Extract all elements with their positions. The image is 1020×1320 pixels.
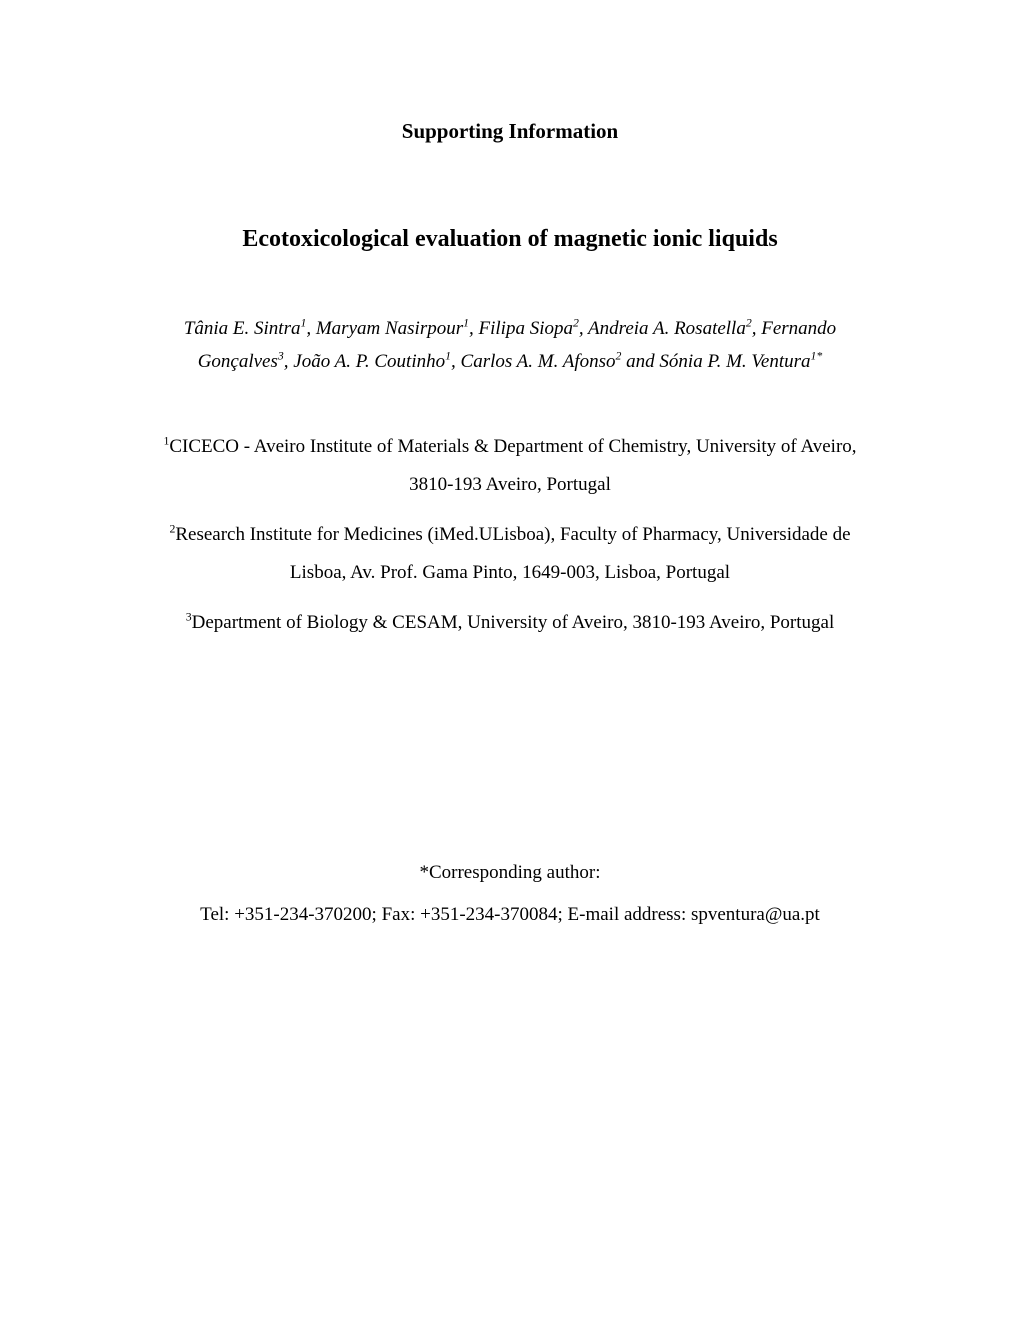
affiliation-line: $^1$CICECO - Aveiro Institute of Materials & Department of Chemistry, University of Aveiro,: [163, 434, 857, 457]
author-affiliation-superscript: 1: [300, 316, 307, 330]
affiliation: [126, 428, 894, 504]
affiliation: [126, 516, 894, 592]
affiliation-number-superscript: 1: [163, 434, 170, 448]
author-line: Tânia E. Sintra$^1$, Maryam Nasirpour$^1$, Filipa Siopa$^2$, Andreia A. Rosatella$^2$, Fernando: [183, 316, 837, 339]
corresponding-author-section: [126, 860, 894, 928]
affiliation-number-superscript: 2: [169, 522, 176, 536]
affiliation-number-superscript: 3: [185, 610, 192, 624]
affiliation-line: $^2$Research Institute for Medicines (iMed.ULisboa), Faculty of Pharmacy, Universidade de: [169, 522, 851, 545]
author-affiliation-superscript: 1: [445, 349, 452, 363]
author-affiliation-superscript: 3: [277, 349, 284, 363]
paper-title: Ecotoxicological evaluation of magnetic ionic liquids: [242, 226, 778, 252]
corresponding-author-contact: Tel: +351-234-370200; Fax: +351-234-370084; E-mail address: spventura@ua.pt: [200, 904, 820, 925]
affiliation-line: 3810-193 Aveiro, Portugal: [409, 474, 611, 495]
supporting-information-title: Supporting Information: [401, 119, 619, 143]
corresponding-author-label: *Corresponding author:: [419, 862, 601, 883]
affiliation: [126, 604, 894, 642]
author-affiliation-superscript: 1: [463, 316, 470, 330]
author-block: [126, 312, 894, 378]
author-affiliation-superscript: 2: [615, 349, 622, 363]
affiliations: [126, 428, 894, 642]
page-content: [126, 0, 894, 928]
affiliation-line: $^3$Department of Biology & CESAM, University of Aveiro, 3810-193 Aveiro, Portugal: [185, 610, 835, 633]
author-affiliation-superscript: 2: [745, 316, 752, 330]
author-affiliation-superscript: 2: [573, 316, 579, 330]
affiliation-line: Lisboa, Av. Prof. Gama Pinto, 1649-003, Lisboa, Portugal: [289, 562, 731, 583]
author-line: Gonçalves$^3$, João A. P. Coutinho$^1$, Carlos A. M. Afonso$^2$ and Sónia P. M. Ventura$^{1*}$: [197, 349, 823, 372]
author-affiliation-superscript: 1*: [810, 349, 823, 363]
